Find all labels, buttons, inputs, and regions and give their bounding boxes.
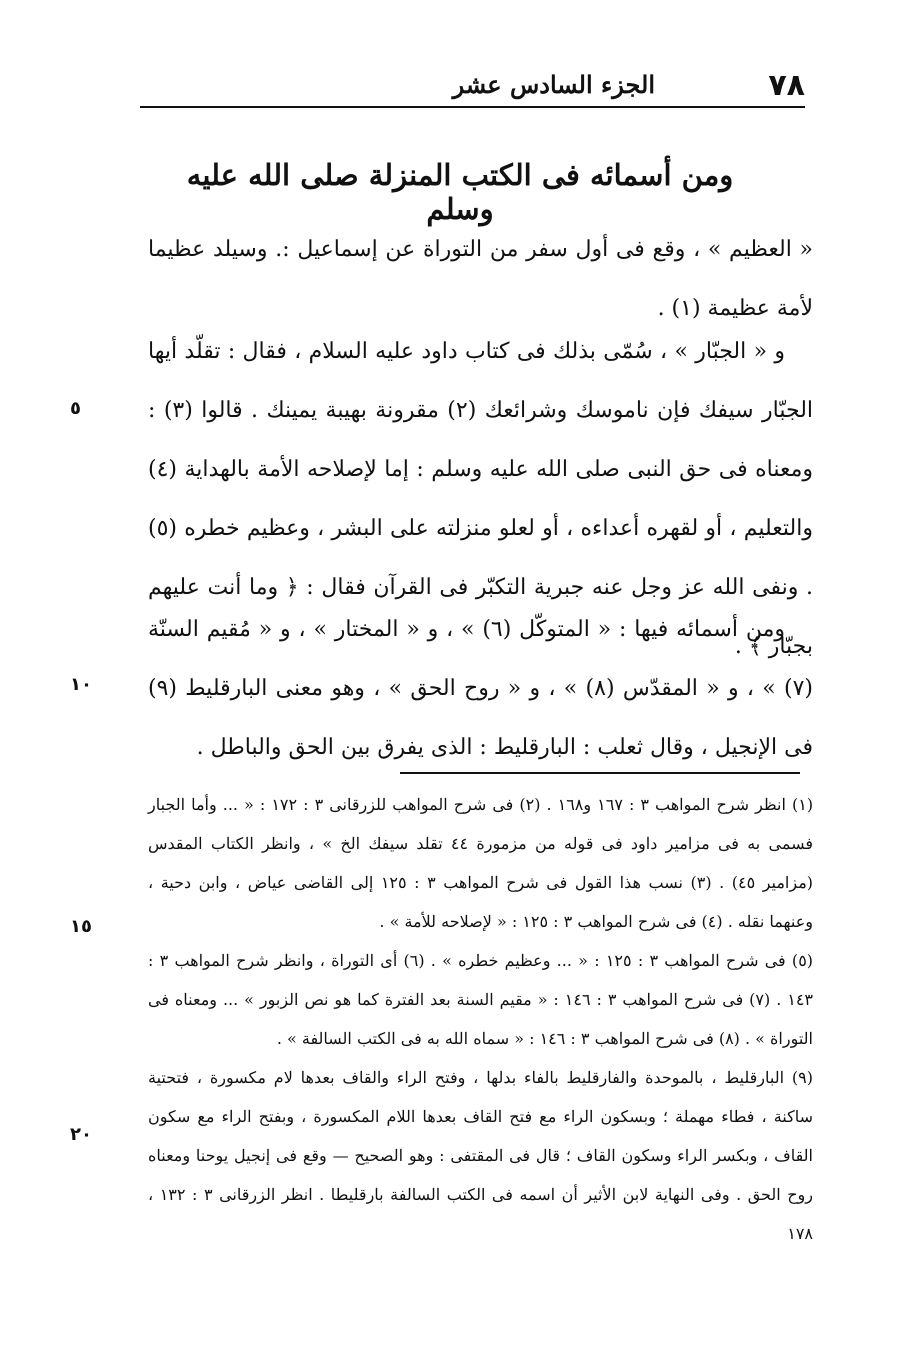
footnote: (٩) البارقليط ، بالموحدة والفارقليط بالفاء بدلها ، وفتح الراء والقاف بعدها لام مكسورة ، فتحتية ساكنة ، فطاء مهملة ؛ وبسكون الراء مع فتح القاف بعدها اللام المكسورة ، وبفتح الراء مع سكون القاف ، وبكسر الراء وسكون القاف ؛ قال فى المقتفى : وهو الصحيح — وقع فى إنجيل يوحنا ومعناه روح الحق . وفى النهاية لابن الأثير أن اسمه فى الكتب السالفة بارقليطا . انظر الزرقانى ٣ : ١٣٢ ، ١٧٨ (148, 1068, 814, 1243)
footnote-rule (400, 772, 800, 774)
footnote: (٥) فى شرح المواهب ٣ : ١٢٥ : « ... وعظيم خطره » . (٦) أى التوراة ، وانظر شرح المواهب ٣ : ١٤٣ . (٧) فى شرح المواهب ٣ : ١٤٦ : « مقيم السنة بعد الفترة كما هو نص الزبور » ... ومعناه فى التوراة » . (٨) فى شرح المواهب ٣ : ١٤٦ : « سماه الله به فى الكتب السالفة » . (148, 951, 814, 1048)
header-rule (140, 106, 805, 108)
body-paragraph: « العظيم » ، وقع فى أول سفر من التوراة عن إسماعيل :. وسيلد عظيما لأمة عظيمة (١) . (148, 237, 813, 321)
line-number: ٢٠ (70, 1124, 92, 1145)
line-number: ١٥ (70, 916, 92, 937)
footnote: (١) انظر شرح المواهب ٣ : ١٦٧ و١٦٨ . (٢) فى شرح المواهب للزرقانى ٣ : ١٧٢ : « ... وأما الجبار فسمى به فى مزامير داود فى قوله من مزمورة ٤٤ تقلد سيفك الخ » ، وانظر الكتاب المقدس (مزامير ٤٥) . (٣) نسب هذا القول فى شرح المواهب ٣ : ١٢٥ إلى القاضى عياض ، وابن دحية ، وعنهما نقله . (٤) فى شرح المواهب ٣ : ١٢٥ : « لإصلاحه للأمة » . (148, 795, 814, 931)
page-header (140, 62, 805, 106)
line-number: ٥ (70, 398, 81, 419)
section-title: ومن أسمائه فى الكتب المنزلة صلى الله عليه وسلم (186, 158, 734, 226)
line-number: ١٠ (70, 674, 92, 695)
footnotes (148, 785, 813, 1253)
body-paragraph: ومن أسمائه فيها : « المتوكّل (٦) » ، و « المختار » ، و « مُقيم السنّة (٧) » ، و « المقدّس (٨) » ، و « روح الحق » ، وهو معنى البارقليط (٩) فى الإنجيل ، وقال ثعلب : البارقليط : الذى يفرق بين الحق والباطل . (148, 617, 813, 760)
running-title: الجزء السادس عشر (452, 70, 655, 99)
body-paragraph: و « الجبّار » ، سُمّى بذلك فى كتاب داود عليه السلام ، فقال : تقلّد أيها الجبّار سيفك فإن ناموسك وشرائعك (٢) مقرونة بهيبة يمينك . قالوا (٣) : ومعناه فى حق النبى صلى الله عليه وسلم : إما لإصلاحه الأمة بالهداية (٤) والتعليم ، أو لقهره أعداءه ، أو لعلو منزلته على البشر ، وعظيم خطره (٥) . ونفى الله عز وجل عنه جبرية التكبّر فى القرآن فقال : ﴿ وما أنت عليهم بجبّار ﴾ . (148, 339, 814, 659)
page-number: ٧٨ (768, 68, 805, 103)
